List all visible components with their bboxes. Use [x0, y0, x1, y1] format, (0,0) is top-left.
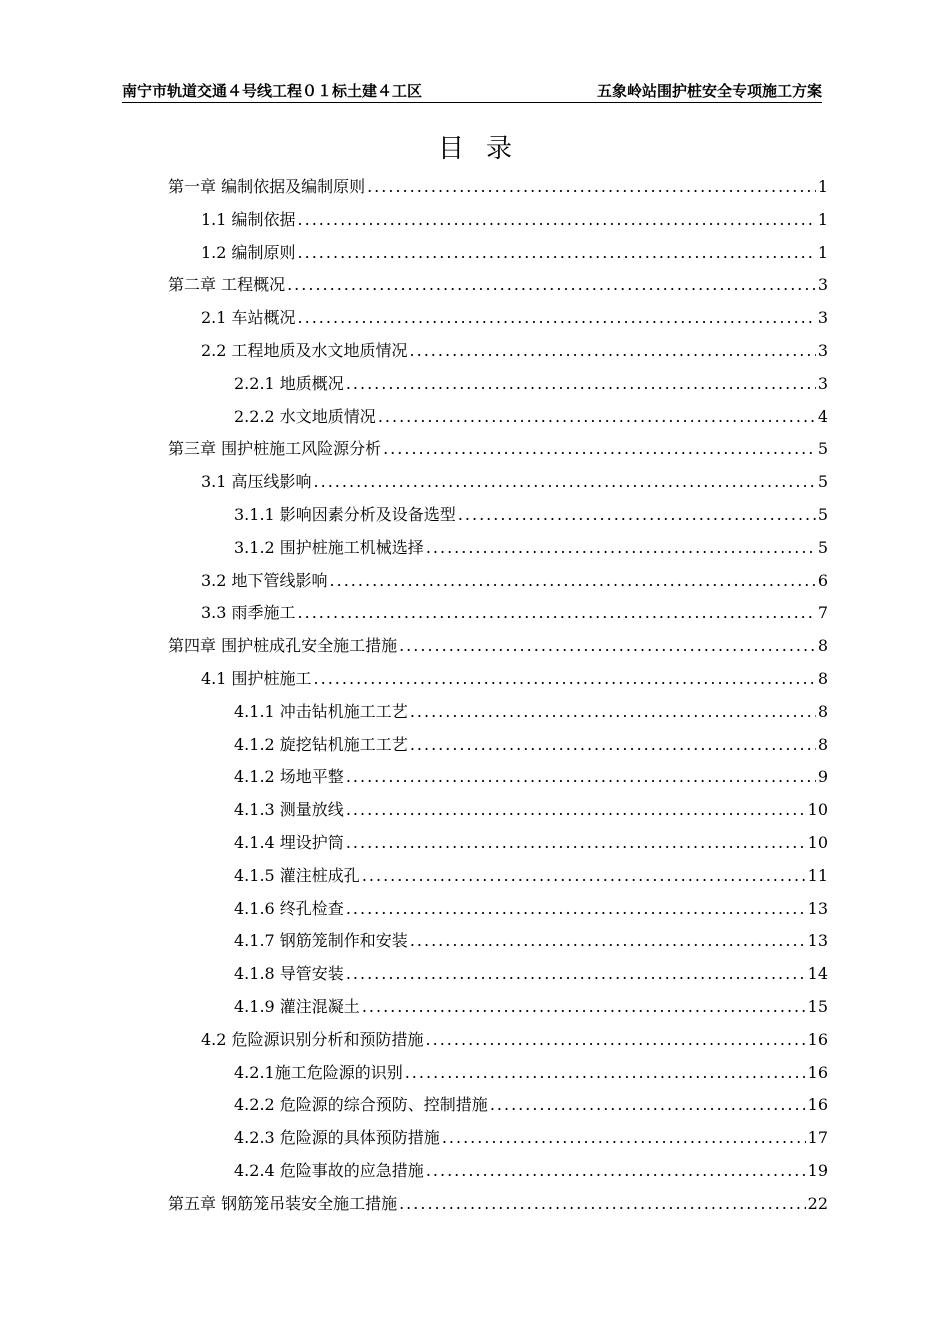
toc-entry[interactable] — [168, 1089, 828, 1122]
toc-entry-label: 第一章 编制依据及编制原则 — [168, 177, 366, 196]
toc-entry[interactable] — [168, 696, 828, 729]
toc-dot-leader — [426, 1155, 806, 1188]
toc-entry-page-number: 8 — [817, 636, 828, 656]
toc-entry-label: 4.2.3 危险源的具体预防措施 — [234, 1128, 440, 1148]
header-document-title: 五象岭站围护桩安全专项施工方案 — [596, 82, 822, 100]
toc-dot-leader — [367, 171, 816, 204]
toc-entry[interactable] — [168, 401, 828, 434]
toc-dot-leader — [378, 401, 816, 434]
toc-dot-leader — [458, 499, 816, 532]
toc-entry[interactable] — [168, 565, 828, 598]
toc-entry-page-number: 13 — [807, 898, 828, 918]
toc-entry[interactable] — [168, 860, 828, 893]
toc-entry-page-number: 6 — [817, 570, 828, 590]
toc-dot-leader — [346, 794, 806, 827]
toc-entry[interactable] — [168, 499, 828, 532]
toc-entry[interactable] — [168, 893, 828, 926]
toc-entry[interactable] — [168, 1024, 828, 1057]
toc-dot-leader — [314, 663, 816, 696]
toc-entry[interactable] — [168, 335, 828, 368]
toc-entry[interactable] — [168, 827, 828, 860]
toc-dot-leader — [287, 269, 816, 302]
toc-entry-label: 2.2.2 水文地质情况 — [234, 406, 376, 426]
toc-dot-leader — [410, 696, 816, 729]
toc-title: 目录 — [437, 134, 534, 164]
toc-entry[interactable] — [168, 302, 828, 335]
toc-entry-page-number: 13 — [807, 931, 828, 951]
toc-entry[interactable] — [168, 597, 828, 630]
toc-dot-leader — [346, 368, 816, 401]
toc-entry-page-number: 11 — [807, 865, 828, 885]
toc-entry-page-number: 9 — [817, 767, 828, 787]
toc-entry[interactable] — [168, 433, 828, 466]
toc-entry-page-number: 10 — [807, 832, 828, 852]
toc-dot-leader — [314, 466, 816, 499]
toc-entry-label: 1.2 编制原则 — [201, 242, 296, 262]
toc-entry[interactable] — [168, 729, 828, 762]
toc-entry[interactable] — [168, 1188, 828, 1221]
toc-entry-page-number: 3 — [817, 275, 828, 295]
toc-entry-label: 4.1.2 场地平整 — [234, 767, 344, 787]
toc-entry-label: 2.2.1 地质概况 — [234, 373, 344, 393]
toc-dot-leader — [346, 827, 806, 860]
toc-entry-label: 4.1 围护桩施工 — [201, 668, 312, 688]
toc-entry[interactable] — [168, 237, 828, 270]
toc-dot-leader — [405, 1057, 806, 1090]
toc-entry[interactable] — [168, 630, 828, 663]
toc-entry-label: 4.1.5 灌注桩成孔 — [234, 865, 360, 885]
toc-entry-page-number: 8 — [817, 734, 828, 754]
toc-entry-label: 3.1.2 围护桩施工机械选择 — [234, 537, 424, 557]
toc-entry-page-number: 15 — [807, 996, 828, 1016]
toc-entry-page-number: 5 — [817, 537, 828, 557]
toc-entry-label: 4.2 危险源识别分析和预防措施 — [201, 1029, 424, 1049]
toc-entry-label: 4.1.4 埋设护筒 — [234, 832, 344, 852]
toc-dot-leader — [362, 991, 806, 1024]
header-project-name: 南宁市轨道交通４号线工程０１标土建４工区 — [122, 82, 423, 100]
toc-dot-leader — [298, 302, 816, 335]
toc-entry[interactable] — [168, 761, 828, 794]
toc-dot-leader — [490, 1089, 806, 1122]
toc-entry[interactable] — [168, 1155, 828, 1188]
toc-entry-label: 第三章 围护桩施工风险源分析 — [168, 439, 382, 459]
toc-entry-page-number: 3 — [817, 340, 828, 360]
toc-dot-leader — [346, 958, 806, 991]
toc-entry[interactable] — [168, 269, 828, 302]
toc-entry-page-number: 1 — [817, 177, 828, 196]
toc-entry[interactable] — [168, 1122, 828, 1155]
toc-entry-page-number: 3 — [817, 373, 828, 393]
toc-entry[interactable] — [168, 204, 828, 237]
toc-entry-label: 第二章 工程概况 — [168, 275, 286, 295]
toc-entry-label: 3.3 雨季施工 — [201, 603, 296, 623]
toc-entry[interactable] — [168, 794, 828, 827]
toc-entry-label: 第五章 钢筋笼吊装安全施工措施 — [168, 1193, 398, 1213]
toc-entry-page-number: 8 — [817, 701, 828, 721]
toc-entry-label: 4.2.1施工危险源的识别 — [234, 1062, 403, 1082]
toc-entry-page-number: 5 — [817, 472, 828, 492]
toc-entry-label: 2.1 车站概况 — [201, 308, 296, 328]
toc-entry-page-number: 1 — [817, 242, 828, 262]
toc-entry[interactable] — [168, 958, 828, 991]
toc-entry-page-number: 4 — [817, 406, 828, 426]
toc-entry-label: 4.1.9 灌注混凝土 — [234, 996, 360, 1016]
toc-entry-page-number: 19 — [807, 1160, 828, 1180]
page-header — [122, 76, 822, 103]
toc-entry[interactable] — [168, 466, 828, 499]
toc-entry-label: 3.2 地下管线影响 — [201, 570, 328, 590]
toc-entry-label: 4.1.1 冲击钻机施工工艺 — [234, 701, 408, 721]
toc-entry[interactable] — [168, 368, 828, 401]
toc-dot-leader — [426, 532, 816, 565]
toc-dot-leader — [426, 1024, 806, 1057]
toc-entry-page-number: 10 — [807, 800, 828, 820]
toc-dot-leader — [410, 729, 816, 762]
toc-dot-leader — [346, 761, 816, 794]
toc-entry-label: 第四章 围护桩成孔安全施工措施 — [168, 636, 398, 656]
toc-dot-leader — [399, 630, 816, 663]
toc-entry-page-number: 8 — [817, 668, 828, 688]
toc-dot-leader — [362, 860, 806, 893]
toc-entry-page-number: 1 — [817, 209, 828, 229]
toc-entry-label: 4.2.2 危险源的综合预防、控制措施 — [234, 1095, 488, 1115]
toc-entry-page-number: 3 — [817, 308, 828, 328]
toc-entry-label: 4.2.4 危险事故的应急措施 — [234, 1160, 424, 1180]
toc-entry-label: 4.1.3 测量放线 — [234, 800, 344, 820]
toc-entry-label: 4.1.6 终孔检查 — [234, 898, 344, 918]
toc-dot-leader — [298, 204, 816, 237]
toc-entry-page-number: 7 — [817, 603, 828, 623]
toc-entry[interactable] — [168, 925, 828, 958]
toc-dot-leader — [383, 433, 816, 466]
toc-entry-label: 3.1.1 影响因素分析及设备选型 — [234, 504, 456, 524]
toc-entry[interactable] — [168, 1057, 828, 1090]
toc-entry-label: 1.1 编制依据 — [201, 209, 296, 229]
toc-entry-page-number: 14 — [807, 964, 828, 984]
toc-dot-leader — [346, 893, 806, 926]
toc-entry[interactable] — [168, 991, 828, 1024]
table-of-contents — [168, 171, 828, 1221]
toc-dot-leader — [442, 1122, 806, 1155]
toc-entry-label: 4.1.8 导管安装 — [234, 964, 344, 984]
toc-dot-leader — [298, 237, 816, 270]
toc-dot-leader — [298, 597, 816, 630]
toc-entry-page-number: 16 — [807, 1095, 828, 1115]
toc-entry-page-number: 5 — [817, 439, 828, 459]
toc-dot-leader — [399, 1188, 806, 1221]
toc-entry[interactable] — [168, 171, 828, 204]
toc-dot-leader — [330, 565, 816, 598]
toc-entry-label: 4.1.7 钢筋笼制作和安装 — [234, 931, 408, 951]
toc-dot-leader — [410, 335, 816, 368]
toc-entry-page-number: 5 — [817, 504, 828, 524]
toc-entry-page-number: 16 — [807, 1029, 828, 1049]
toc-entry-page-number: 17 — [807, 1128, 828, 1148]
toc-entry-label: 2.2 工程地质及水文地质情况 — [201, 340, 408, 360]
toc-entry-page-number: 22 — [807, 1193, 828, 1213]
toc-entry-page-number: 16 — [807, 1062, 828, 1082]
toc-entry-label: 4.1.2 旋挖钻机施工工艺 — [234, 734, 408, 754]
toc-entry[interactable] — [168, 532, 828, 565]
toc-entry[interactable] — [168, 663, 828, 696]
toc-dot-leader — [410, 925, 806, 958]
toc-entry-label: 3.1 高压线影响 — [201, 472, 312, 492]
